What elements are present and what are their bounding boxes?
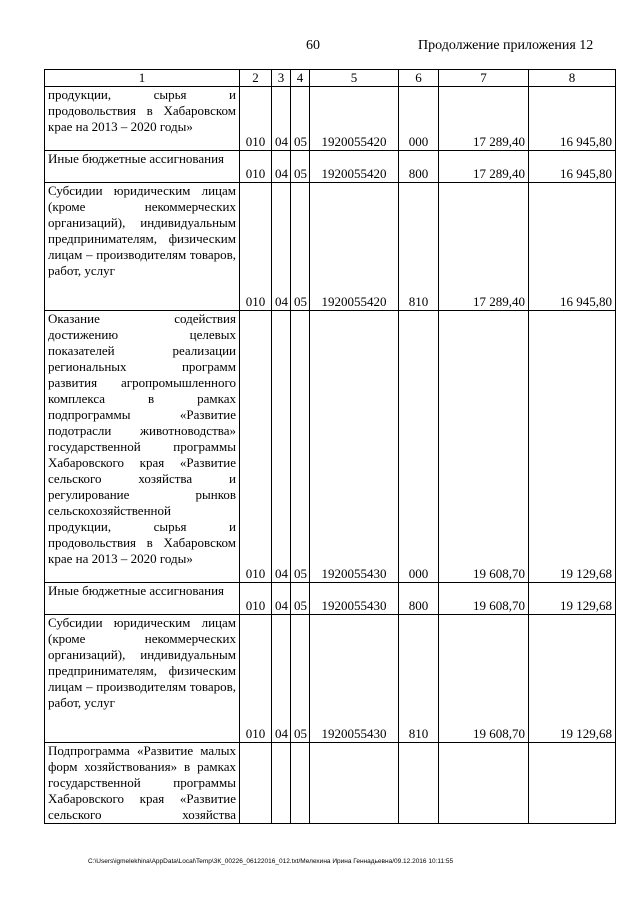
row-name: Иные бюджетные ассигнования — [45, 151, 240, 183]
page-caption: Продолжение приложения 12 — [418, 38, 594, 53]
table-row — [45, 311, 616, 583]
cell-sum: 19 129,68 — [529, 615, 616, 743]
cell-code: 04 — [272, 151, 291, 183]
row-name: Субсидии юридическим лицам (кроме некоммерческих организаций), индивидуальным предпринимателям, физическим лицам – производителям товаров, работ, услуг — [45, 183, 240, 311]
cell-code: 000 — [399, 311, 439, 583]
cell-code: 05 — [291, 615, 310, 743]
table-row — [45, 615, 616, 743]
table-row — [45, 183, 616, 311]
cell-code: 010 — [240, 183, 272, 311]
table-header-row — [45, 70, 616, 87]
table-row — [45, 743, 616, 824]
column-header: 8 — [529, 70, 616, 87]
cell-code: 04 — [272, 311, 291, 583]
cell-code: 010 — [240, 87, 272, 151]
column-header: 6 — [399, 70, 439, 87]
cell-code: 1920055420 — [310, 87, 399, 151]
cell-sum: 19 129,68 — [529, 311, 616, 583]
table-row — [45, 583, 616, 615]
cell-code: 05 — [291, 583, 310, 615]
cell-sum: 19 608,70 — [439, 615, 529, 743]
cell-code: 1920055430 — [310, 311, 399, 583]
cell-code: 05 — [291, 183, 310, 311]
cell-code: 05 — [291, 311, 310, 583]
cell-sum: 16 945,80 — [529, 151, 616, 183]
cell-code: 04 — [272, 583, 291, 615]
row-name: продукции, сырья и продовольствия в Хабаровском крае на 2013 – 2020 годы» — [45, 87, 240, 151]
column-header: 4 — [291, 70, 310, 87]
cell-code: 1920055430 — [310, 583, 399, 615]
cell-sum: 16 945,80 — [529, 87, 616, 151]
budget-table — [44, 69, 616, 824]
column-header: 3 — [272, 70, 291, 87]
cell-sum: 17 289,40 — [439, 183, 529, 311]
cell-code: 010 — [240, 583, 272, 615]
cell-code — [291, 743, 310, 824]
cell-code: 800 — [399, 151, 439, 183]
cell-code: 04 — [272, 615, 291, 743]
column-header: 2 — [240, 70, 272, 87]
cell-code: 810 — [399, 183, 439, 311]
row-name: Оказание содействия достижению целевых показателей реализации региональных программ развития агропромышленного комплекса в рамках подпрограммы «Развитие подотрасли животноводства» государственной программы Хабаровского края «Развитие сельского хозяйства и регулирование рынков сельскохозяйственной продукции, сырья и продовольствия в Хабаровском крае на 2013 – 2020 годы» — [45, 311, 240, 583]
footer-file-path: C:\Users\igmelekhina\AppData\Local\Temp\3К_00226_06122016_012.txt/Мелехина Ирина Геннадьевна/09.12.2016 10:11:55 — [88, 858, 454, 865]
cell-code: 1920055420 — [310, 183, 399, 311]
cell-code — [310, 743, 399, 824]
cell-code — [272, 743, 291, 824]
cell-sum: 19 608,70 — [439, 311, 529, 583]
cell-code: 1920055430 — [310, 615, 399, 743]
cell-code: 810 — [399, 615, 439, 743]
cell-sum — [529, 743, 616, 824]
cell-code: 05 — [291, 87, 310, 151]
cell-code: 010 — [240, 615, 272, 743]
cell-sum: 17 289,40 — [439, 87, 529, 151]
cell-sum — [439, 743, 529, 824]
cell-code: 1920055420 — [310, 151, 399, 183]
cell-code: 05 — [291, 151, 310, 183]
cell-code: 010 — [240, 311, 272, 583]
cell-code — [399, 743, 439, 824]
cell-code: 000 — [399, 87, 439, 151]
cell-sum: 16 945,80 — [529, 183, 616, 311]
row-name: Субсидии юридическим лицам (кроме некоммерческих организаций), индивидуальным предпринимателям, физическим лицам – производителям товаров, работ, услуг — [45, 615, 240, 743]
row-name: Иные бюджетные ассигнования — [45, 583, 240, 615]
table-row — [45, 87, 616, 151]
cell-code: 04 — [272, 183, 291, 311]
column-header: 1 — [45, 70, 240, 87]
cell-sum: 19 129,68 — [529, 583, 616, 615]
column-header: 5 — [310, 70, 399, 87]
cell-sum: 17 289,40 — [439, 151, 529, 183]
page-number: 60 — [306, 38, 320, 53]
cell-code: 04 — [272, 87, 291, 151]
cell-code: 800 — [399, 583, 439, 615]
column-header: 7 — [439, 70, 529, 87]
cell-code — [240, 743, 272, 824]
row-name: Подпрограмма «Развитие малых форм хозяйствования» в рамках государственной программы Хабаровского края «Развитие сельского хозяйства — [45, 743, 240, 824]
table-row — [45, 151, 616, 183]
cell-sum: 19 608,70 — [439, 583, 529, 615]
cell-code: 010 — [240, 151, 272, 183]
